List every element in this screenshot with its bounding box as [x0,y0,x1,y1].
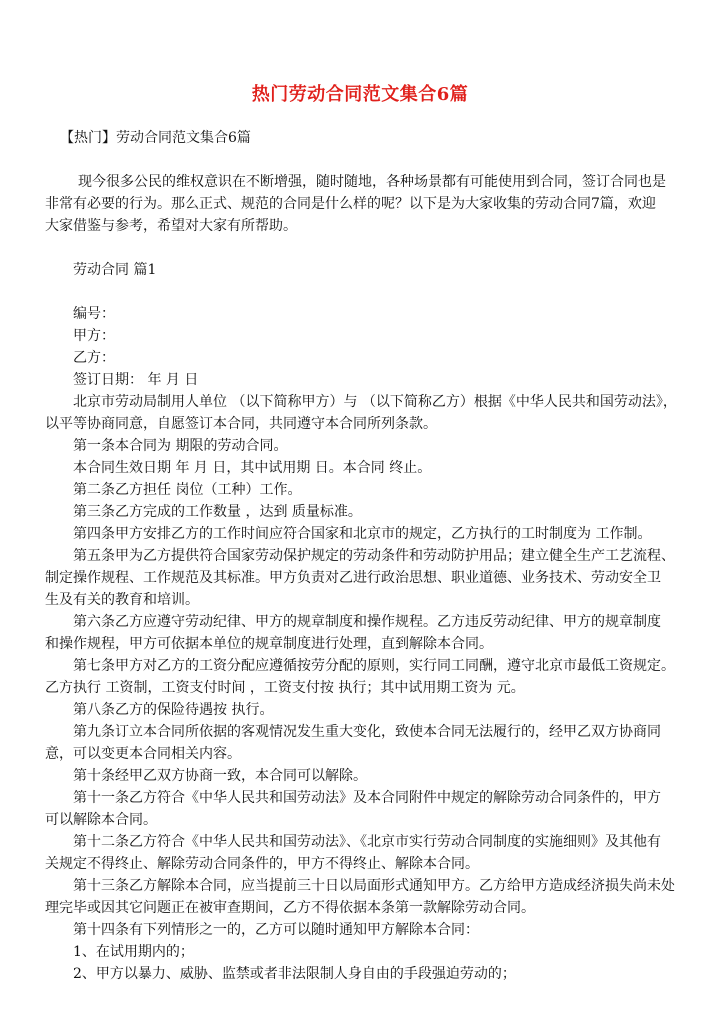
clause-line: 意，可以变更本合同相关内容。 [45,746,241,762]
clause-line: 第五条甲为乙方提供符合国家劳动保护规定的劳动条件和劳动防护用品；建立健全生产工艺流程、 [73,548,675,564]
clause-line: 制定操作规程、工作规范及其标准。甲方负责对乙进行政治思想、职业道德、业务技术、劳动安全卫 [45,570,661,586]
clause-line: 第十一条乙方符合《中华人民共和国劳动法》及本合同附件中规定的解除劳动合同条件的，甲方 [73,790,661,806]
section-heading: 劳动合同 篇1 [73,262,157,278]
clause-line: 第八条乙方的保险待遇按 执行。 [73,702,274,718]
clause-line: 生及有关的教育和培训。 [45,592,199,608]
clause-line: 1、在试用期内的； [73,944,194,960]
clause-line: 和操作规程，甲方可依据本单位的规章制度进行处理，直到解除本合同。 [45,636,493,652]
clause-line: 第一条本合同为 期限的劳动合同。 [73,438,288,454]
intro-line-2: 非常有必要的行为。那么正式、规范的合同是什么样的呢？以下是为大家收集的劳动合同7篇，欢迎 [45,196,656,212]
clause-line: 北京市劳动局制用人单位 （以下简称甲方）与 （以下简称乙方）根据《中华人民共和国劳动法》， [73,394,677,410]
clause-line: 理完毕或因其它问题正在被审查期间，乙方不得依据本条第一款解除劳动合同。 [45,900,535,916]
clause-line: 第四条甲方安排乙方的工作时间应符合国家和北京市的规定，乙方执行的工时制度为 工作制。 [73,526,652,542]
clause-line: 关规定不得终止、解除劳动合同条件的，甲方不得终止、解除本合同。 [45,856,479,872]
field-party-b: 乙方： [73,350,115,366]
clause-line: 第七条甲方对乙方的工资分配应遵循按劳分配的原则，实行同工同酬，遵守北京市最低工资规定。 [73,658,675,674]
clause-line: 第三条乙方完成的工作数量 ，达到 质量标准。 [73,504,362,520]
clause-line: 本合同生效日期 年 月 日，其中试用期 日。本合同 终止。 [73,460,432,476]
clause-line: 可以解除本合同。 [45,812,157,828]
document-title: 热门劳动合同范文集合6篇 [251,84,469,105]
intro-line-1: 现今很多公民的维权意识在不断增强，随时随地，各种场景都有可能使用到合同，签订合同也是 [78,174,666,190]
clause-line: 第十三条乙方解除本合同，应当提前三十日以局面形式通知甲方。乙方给甲方造成经济损失尚未处 [73,878,675,894]
intro-line-3: 大家借鉴与参考，希望对大家有所帮助。 [45,218,297,234]
clause-line: 以平等协商同意，自愿签订本合同，共同遵守本合同所列条款。 [45,416,437,432]
clause-line: 乙方执行 工资制，工资支付时间 ，工资支付按 执行；其中试用期工资为 元。 [45,680,525,696]
clause-line: 第十四条有下列情形之一的，乙方可以随时通知甲方解除本合同： [73,922,479,938]
clause-line: 第九条订立本合同所依据的客观情况发生重大变化，致使本合同无法履行的，经甲乙双方协商同 [73,724,661,740]
field-number: 编号： [73,306,115,322]
clause-line: 第二条乙方担任 岗位（工种）工作。 [73,482,302,498]
clause-line: 2、甲方以暴力、威胁、监禁或者非法限制人身自由的手段强迫劳动的； [73,966,516,982]
field-party-a: 甲方： [73,328,115,344]
clause-line: 第十二条乙方符合《中华人民共和国劳动法》、《北京市实行劳动合同制度的实施细则》及其他有 [73,834,661,850]
field-sign-date: 签订日期： 年 月 日 [73,372,199,388]
clause-line: 第十条经甲乙双方协商一致，本合同可以解除。 [73,768,367,784]
clause-line: 第六条乙方应遵守劳动纪律、甲方的规章制度和操作规程。乙方违反劳动纪律、甲方的规章制度 [73,614,661,630]
document-subtitle: 【热门】劳动合同范文集合6篇 [60,130,251,146]
